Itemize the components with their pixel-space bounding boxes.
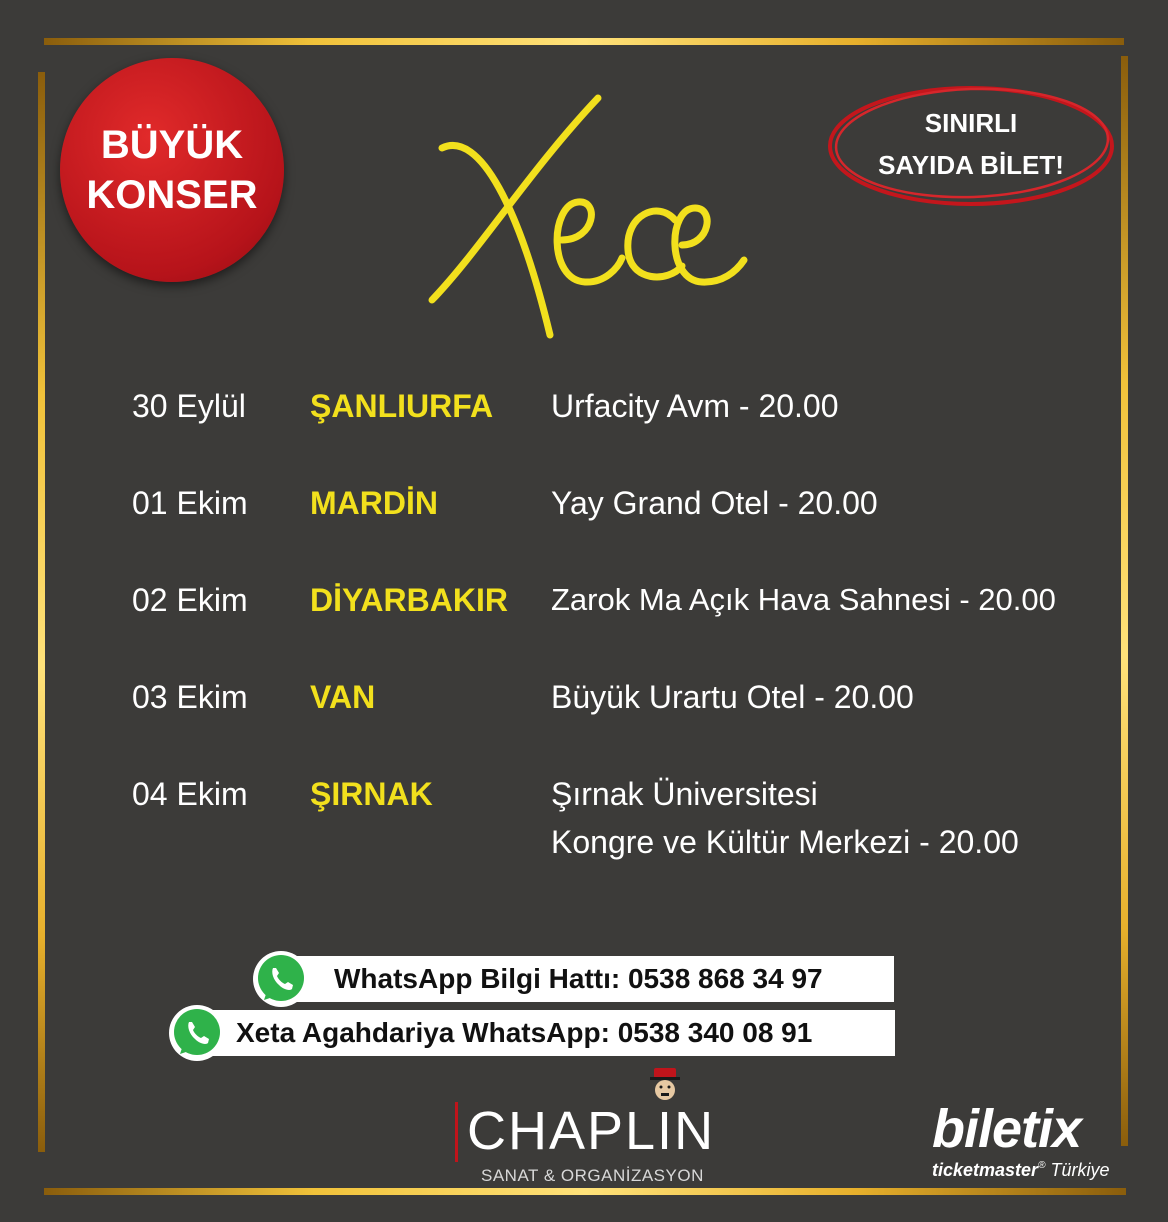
badge-line-1: BÜYÜK <box>100 123 244 167</box>
ticketing-name: biletix <box>932 1099 1082 1159</box>
event-venue: Büyük Urartu Otel - 20.00 <box>551 679 914 715</box>
event-city: VAN <box>310 679 376 715</box>
whatsapp-agahdariya-line[interactable] <box>190 1010 895 1056</box>
whatsapp-icon <box>252 950 310 1008</box>
event-row <box>0 485 1168 535</box>
ticketing-sub-region: Türkiye <box>1050 1160 1110 1180</box>
badge-line-2: KONSER <box>86 173 258 217</box>
event-row <box>0 388 1168 438</box>
event-date: 01 Ekim <box>132 485 248 521</box>
stamp-line-2: SAYIDA BİLET! <box>878 150 1064 180</box>
event-venue-line-2: Kongre ve Kültür Merkezi - 20.00 <box>551 824 1019 860</box>
event-city: DİYARBAKIR <box>310 582 508 618</box>
whatsapp-agahdariya-text: Xeta Agahdariya WhatsApp: 0538 340 08 91 <box>236 1017 813 1048</box>
event-city: ŞIRNAK <box>310 776 433 812</box>
event-city: MARDİN <box>310 485 438 521</box>
chaplin-logo <box>455 1098 725 1190</box>
limited-tickets-stamp <box>826 80 1116 210</box>
event-row <box>0 776 1168 876</box>
ticketing-sub-brand: ticketmaster <box>932 1160 1039 1180</box>
stamp-line-1: SINIRLI <box>924 108 1018 138</box>
event-date: 30 Eylül <box>132 388 246 424</box>
event-row <box>0 679 1168 729</box>
gold-frame-top <box>44 38 1124 45</box>
whatsapp-info-line[interactable] <box>268 956 894 1002</box>
ticketing-subtitle: ticketmaster® Türkiye <box>932 1160 1110 1180</box>
event-date: 03 Ekim <box>132 679 248 715</box>
big-concert-badge <box>60 58 284 282</box>
event-venue: Şırnak Üniversitesi <box>551 776 818 812</box>
event-venue: Urfacity Avm - 20.00 <box>551 388 839 424</box>
event-row <box>0 582 1168 632</box>
event-city: ŞANLIURFA <box>310 388 494 424</box>
event-venue: Yay Grand Otel - 20.00 <box>551 485 878 521</box>
biletix-logo <box>928 1098 1128 1188</box>
organizer-subtitle: SANAT & ORGANİZASYON <box>481 1166 704 1185</box>
chaplin-red-bar <box>455 1102 458 1162</box>
artist-logo <box>410 90 770 340</box>
whatsapp-info-text: WhatsApp Bilgi Hattı: 0538 868 34 97 <box>334 963 823 994</box>
event-venue: Zarok Ma Açık Hava Sahnesi - 20.00 <box>551 582 1056 617</box>
organizer-name: CHAPLIN <box>467 1101 716 1161</box>
event-date: 04 Ekim <box>132 776 248 812</box>
whatsapp-icon <box>168 1004 226 1062</box>
event-date: 02 Ekim <box>132 582 248 618</box>
